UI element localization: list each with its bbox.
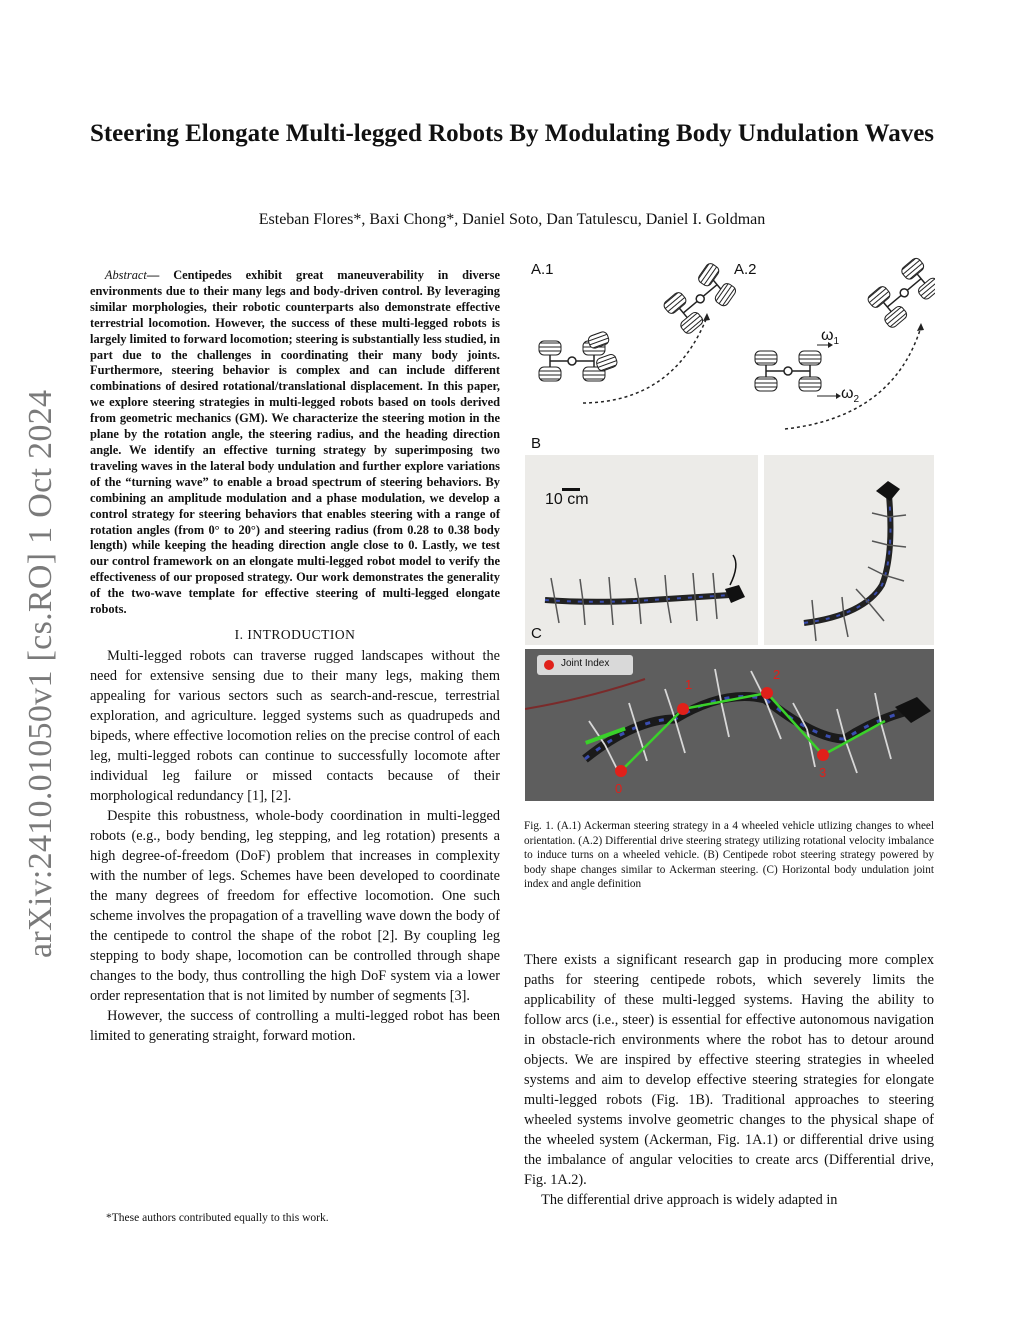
right-paragraph-2: The differential drive approach is widely adapted in: [541, 1192, 838, 1208]
robot-photo-straight: [525, 455, 758, 645]
omega-1-label: $\omega_1$: [821, 327, 840, 348]
abstract-text: Centipedes exhibit great maneuverability in diverse environments due to their many legs and body-driven control. By leveraging similar morphologies, their robotic counterparts also demonstrate effective terrestrial locomotion. However, the success of these multi-legged robots is largely limited to forward locomotion; steering is substantially less studied, in part due to the challenges in coordinating their many body joints. Furthermore, steering behavior is complex and can include different combinations of desired rotational/translational displacement. In this paper, we explore steering strategies in multi-legged robots based on tools derived from geometric mechanics (GM). We characterize the steering motion in the plane by the rotation angle, the steering radius, and the heading direction angle. We identify an effective turning strategy by superimposing two traveling waves in the lateral body undulation and further explore variations of the “turning wave” to enable a broad spectrum of steering behaviors. By combining an amplitude modulation and a phase modulation, we develop a control strategy for steering behaviors that enables steering with a range of rotation angles (from 0° to 20°) and steering radius (from 0.28 to 0.38 body length) while keeping the heading direction angle close to 0. Lastly, we test our control framework on an elongate multi-legged robot model to verify the effectiveness of our proposed strategy. Our work demonstrates the generality of the two-wave template for effective steering of multi-legged elongate robots.: [90, 268, 500, 617]
label-a1: A.1: [531, 261, 554, 278]
arxiv-stamp: arXiv:2410.01050v1 [cs.RO] 1 Oct 2024: [22, 389, 59, 958]
intro-paragraph-3: However, the success of controlling a multi-legged robot has been limited to generating straight, forward motion.: [90, 1007, 500, 1044]
joint-index-0: 0: [615, 781, 623, 796]
joint-index-1: 1: [685, 677, 693, 692]
scale-bar-label: 10 cm: [545, 491, 589, 508]
label-b: B: [531, 435, 542, 452]
figure-1: [523, 257, 935, 803]
abstract-label: Abstract: [104, 268, 147, 282]
label-c: C: [531, 625, 542, 642]
right-paragraph-1: There exists a significant research gap in producing more complex paths for steering centipede robots, which severely limits the applicability of these multi-legged systems. Having the ability to follow arcs (i.e., steer) is essential for effective autonomous navigation in obstacle-rich environments where the robot has to detour around objects. We are inspired by effective steering strategies in wheeled systems and aim to develop effective steering strategies for elongate multi-legged robots (Fig. 1B). Traditional approaches to steering wheeled systems involve geometric changes to the physical shape of the wheeled system (Ackerman, Fig. 1A.1) or differential drive using the imbalance of angular velocities to create arcs (Differential drive, Fig. 1A.2).: [524, 952, 934, 1188]
intro-paragraph-2: Despite this robustness, whole-body coordination in multi-legged robots (e.g., body bending, leg stepping, and leg rotation) presents a high degree-of-freedom (DoF) problem that increases in complexity with the number of legs. Schemes have been developed to coordinate the many degrees of freedom for effective locomotion. One such scheme involves the propagation of a travelling wave down the body of the centipede to control the shape of the robot [2]. By coupling leg stepping to body shape, locomotion can be controlled through shape changes to the body, thus controlling the high DoF system via a lower order representation that is not limited by number of segments [3].: [90, 807, 500, 1004]
joint-index-3: 3: [819, 765, 827, 780]
robot-photo-joints: [525, 649, 934, 801]
robot-photo-turning: [764, 455, 934, 645]
intro-paragraph-1: Multi-legged robots can traverse rugged landscapes without the need for extensive sensing due to their many legs, making them appealing for various sectors such as search-and-rescue, terrestrial exploration, and agriculture. legged systems such as quadrupeds and bipeds, where effective locomotion relies on the precise control of each leg, multi-legged robots can continue to successfully locomote after individual leg failure or missed contacts because of their morphological redundancy [1], [2].: [90, 647, 500, 804]
steering-diagrams: [523, 257, 935, 437]
ackerman-car-turning: [660, 259, 741, 337]
abstract: Abstract— Centipedes exhibit great maneuverability in diverse environments due to their many legs and body-driven control. By leveraging similar morphologies, their robotic counterparts also demonstrate effective terrestrial locomotion. However, the success of these multi-legged robots is largely limited to forward locomotion; steering is substantially less studied, in part due to the challenges in coordinating their many body joints. Furthermore, steering behavior is complex and can include different combinations of desired rotational/translational displacement. In this paper, we explore steering strategies in multi-legged robots based on tools derived from geometric mechanics (GM). We characterize the steering motion in the plane by the rotation angle, the steering radius, and the heading direction angle. We identify an effective turning strategy by superimposing two traveling waves in the lateral body undulation and further explore variations of the “turning wave” to enable a broad spectrum of steering behaviors. By combining an amplitude modulation and a phase modulation, we develop a control strategy for steering behaviors that enables steering with a range of rotation angles (from 0° to 20°) and steering radius (from 0.28 to 0.38 body length) while keeping the heading direction angle close to 0. Lastly, we test our control framework on an elongate multi-legged robot model to verify the effectiveness of our proposed strategy. Our work demonstrates the generality of the two-wave template for effective steering of multi-legged elongate robots.: [90, 268, 500, 617]
footnote: *These authors contributed equally to this work.: [106, 1212, 329, 1224]
diff-drive-car-turning: [866, 257, 935, 329]
figure-caption: Fig. 1. (A.1) Ackerman steering strategy in a 4 wheeled vehicle utlizing changes to wheel orientation. (A.2) Differential drive steering strategy utilizing rotational velocity imbalance to induce turns on a wheeled vehicle. (B) Centipede robot steering strategy powered by body shape changes similar to Ackerman steering. (C) Horizontal body undulation joint index and angle definition: [524, 820, 934, 891]
legend-label: Joint Index: [561, 658, 610, 669]
author-list: Esteban Flores*, Baxi Chong*, Daniel Soto, Dan Tatulescu, Daniel I. Goldman: [258, 211, 766, 228]
right-column: [524, 950, 934, 1210]
section-heading-introduction: I. INTRODUCTION: [234, 626, 356, 642]
label-a2: A.2: [734, 261, 757, 278]
left-column: [90, 268, 500, 1046]
paper-title: Steering Elongate Multi-legged Robots By Modulating Body Undulation Waves: [89, 120, 935, 147]
diff-drive-car-straight: [755, 342, 841, 399]
joint-index-2: 2: [773, 667, 781, 682]
omega-2-label: $\omega_2$: [841, 385, 860, 406]
